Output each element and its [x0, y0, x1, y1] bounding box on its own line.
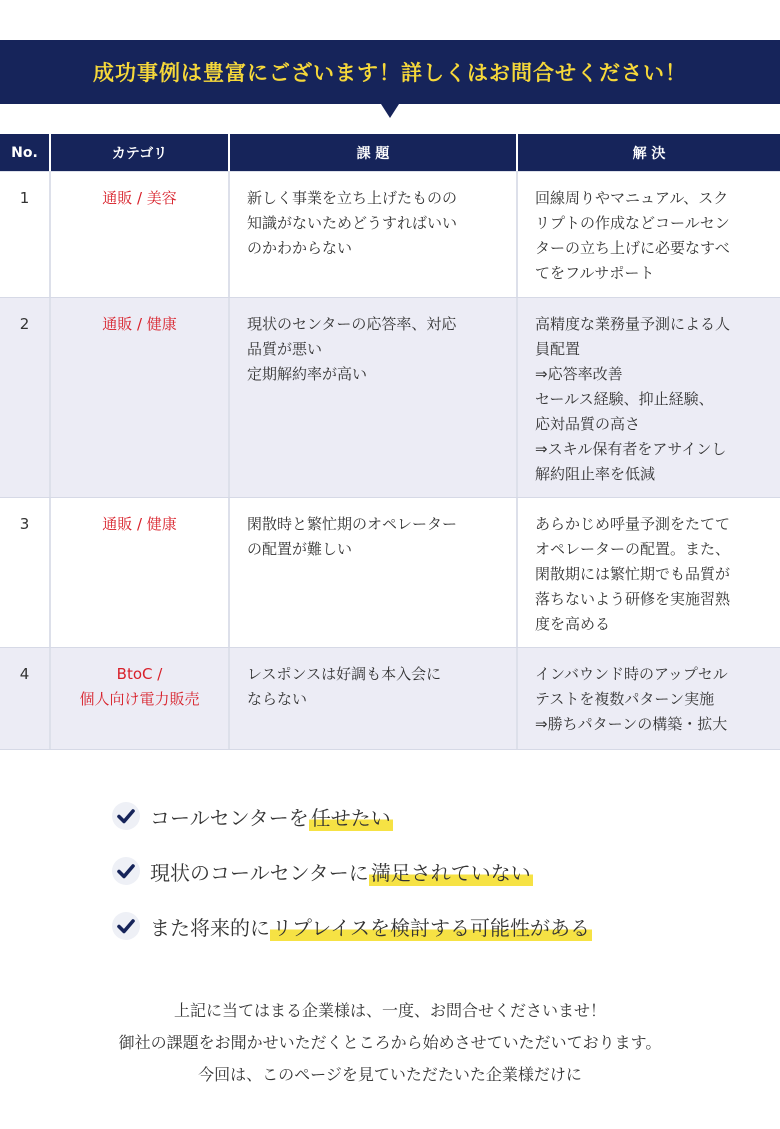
check-highlight: 満足されていない	[369, 857, 533, 886]
check-circle-icon	[110, 800, 142, 832]
cell-solution: あらかじめ呼量予測をたてて オペレーターの配置。また、 閑散期には繁忙期でも品質が 落ちないよう研修を実施習熟 度を高める	[535, 515, 731, 633]
check-highlight: リプレイスを検討する可能性がある	[270, 912, 592, 941]
check-highlight: 任せたい	[309, 802, 393, 831]
cell-category: 通販 / 健康	[51, 298, 230, 497]
cell-issue: 新しく事業を立ち上げたものの 知識がないためどうすればいい のかわからない	[230, 172, 518, 297]
closing-text	[0, 995, 780, 1091]
cell-no: 4	[0, 648, 51, 749]
checklist	[110, 800, 592, 965]
table-row	[0, 297, 780, 497]
check-item	[110, 910, 592, 942]
banner-arrow-icon	[381, 104, 399, 118]
header-no: No.	[0, 134, 51, 171]
table-row	[0, 647, 780, 750]
cell-solution: 回線周りやマニュアル、スク リプトの作成などコールセン ターの立ち上げに必要なすべ てをフルサポート	[535, 189, 730, 282]
header-solution: 解 決	[632, 145, 666, 162]
cell-category: BtoC / 個人向け電力販売	[51, 648, 230, 749]
cell-issue: 閑散時と繁忙期のオペレーター の配置が難しい	[230, 498, 518, 647]
header-banner	[0, 40, 780, 104]
closing-line: 上記に当てはまる企業様は、一度、お問合せくださいませ！	[173, 1001, 606, 1020]
cell-no: 3	[0, 498, 51, 647]
table-row	[0, 497, 780, 647]
cell-no: 1	[0, 172, 51, 297]
closing-line: 御社の課題をお聞かせいただくところから始めさせていただいております。	[118, 1033, 662, 1052]
check-text: コールセンターを	[150, 805, 309, 830]
header-category: カテゴリ	[51, 134, 230, 171]
check-item	[110, 855, 592, 887]
closing-line: 今回は、このページを見ていただたいた企業様だけに	[198, 1065, 582, 1084]
table-header	[0, 134, 780, 171]
cell-issue: レスポンスは好調も本入会に ならない	[230, 648, 518, 749]
cell-category: 通販 / 美容	[51, 172, 230, 297]
cell-category: 通販 / 健康	[51, 498, 230, 647]
check-circle-icon	[110, 910, 142, 942]
check-item	[110, 800, 592, 832]
cell-issue: 現状のセンターの応答率、対応 品質が悪い 定期解約率が高い	[230, 298, 518, 497]
table-row	[0, 171, 780, 297]
cell-no: 2	[0, 298, 51, 497]
check-circle-icon	[110, 855, 142, 887]
check-text: また将来的に	[150, 915, 270, 940]
cell-solution: 高精度な業務量予測による人 員配置 ⇒応答率改善 セールス経験、抑止経験、 応対品質の高さ ⇒スキル保有者をアサインし 解約阻止率を低減	[535, 315, 731, 483]
header-issue: 課 題	[230, 134, 518, 171]
cell-solution: インバウンド時のアップセル テストを複数パターン実施 ⇒勝ちパターンの構築・拡大	[535, 665, 728, 733]
check-text: 現状のコールセンターに	[150, 860, 369, 885]
banner-title: 成功事例は豊富にございます！詳しくはお問合せください！	[93, 61, 687, 85]
case-table	[0, 134, 780, 750]
